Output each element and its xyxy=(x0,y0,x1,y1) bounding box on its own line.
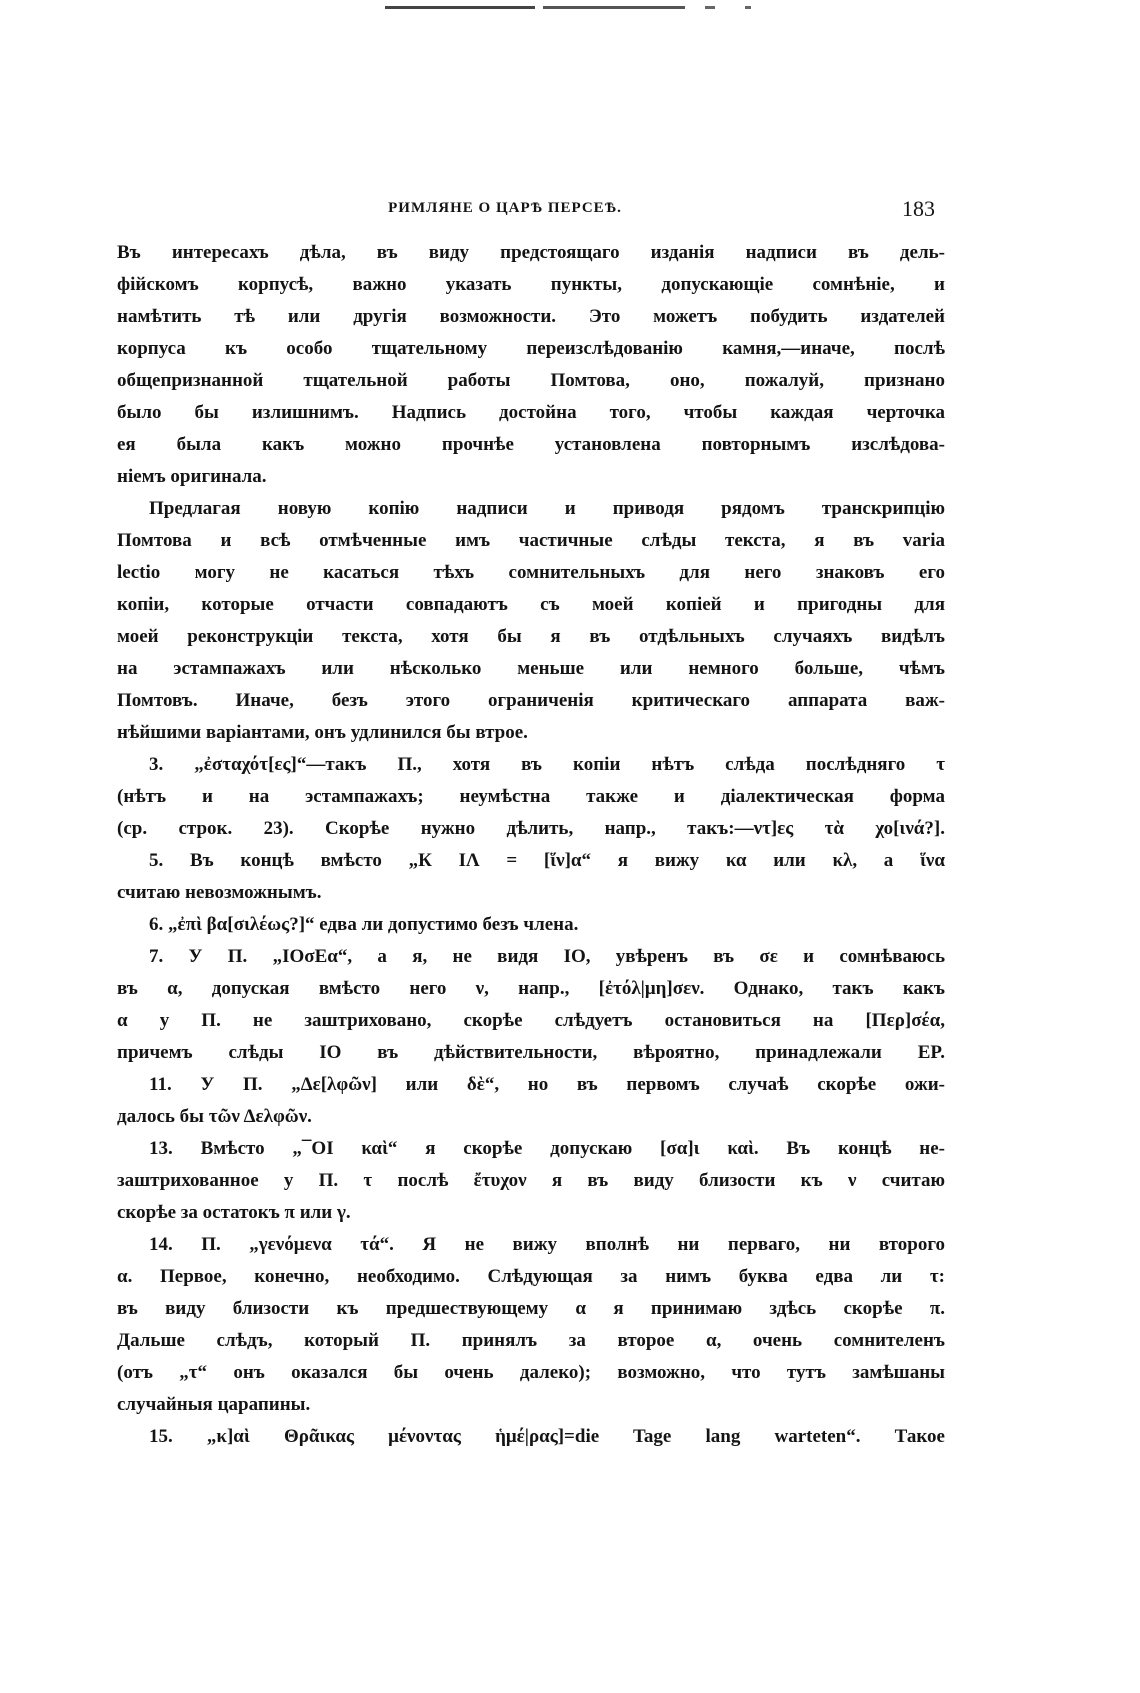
text-line: было бы излишнимъ. Надпись достойна того, чтобы каждая черточка xyxy=(117,402,945,423)
text-line: 14. П. „γενόμενα τά“. Я не вижу вполнѣ ни перваго, ни второго xyxy=(149,1234,945,1255)
text-line: ея была какъ можно прочнѣе установлена повторнымъ изслѣдова- xyxy=(117,434,945,455)
text-line: α. Первое, конечно, необходимо. Слѣдующая за нимъ буква едва ли τ: xyxy=(117,1266,945,1287)
text-line: 15. „κ]αὶ Θρᾶικας μένοντας ἡμέ|ρας]=die Tage lang warteten“. Такое xyxy=(149,1426,945,1447)
text-line: (нѣтъ и на эстампажахъ; неумѣстна также и діалектическая форма xyxy=(117,786,945,807)
text-line: (отъ „τ“ онъ оказался бы очень далеко); возможно, что тутъ замѣшаны xyxy=(117,1362,945,1383)
text-line: Помтовъ. Иначе, безъ этого ограниченія критическаго аппарата важ- xyxy=(117,690,945,711)
running-head: РИМЛЯНЕ О ЦАРѢ ПЕРСЕѢ. xyxy=(388,200,622,216)
text-line: скорѣе за остатокъ π или γ. xyxy=(117,1202,351,1223)
text-line: lectio могу не касаться тѣхъ сомнительныхъ для него знаковъ его xyxy=(117,562,945,583)
text-line: 11. У П. „Δε[λφῶν] или δὲ“, но въ первомъ случаѣ скорѣе ожи- xyxy=(149,1074,945,1095)
page-number: 183 xyxy=(902,196,935,221)
text-line: фійскомъ корпусѣ, важно указать пункты, допускающіе сомнѣніе, и xyxy=(117,274,945,295)
top-rule xyxy=(385,6,785,9)
text-line: 13. Вмѣсто „¯ΟΙ καὶ“ я скорѣе допускаю [σα]ι καὶ. Въ концѣ не- xyxy=(149,1138,945,1159)
text-line: 3. „ἐσταχότ[ες]“—такъ П., хотя въ копіи нѣтъ слѣда послѣдняго τ xyxy=(149,754,945,775)
text-line: 5. Въ концѣ вмѣсто „К ΙΛ = [ἵν]α“ я вижу κα или κλ, а ἵνα xyxy=(149,850,945,871)
text-line: ніемъ оригинала. xyxy=(117,466,267,487)
text-line: причемъ слѣды ΙΟ въ дѣйствительности, вѣроятно, принадлежали ΕΡ. xyxy=(117,1042,945,1063)
text-line: считаю невозможнымъ. xyxy=(117,882,322,903)
text-line: Помтова и всѣ отмѣченные имъ частичные слѣды текста, я въ varia xyxy=(117,530,945,551)
text-line: корпуса къ особо тщательному переизслѣдованію камня,—иначе, послѣ xyxy=(117,338,945,359)
text-line: на эстампажахъ или нѣсколько меньше или немного больше, чѣмъ xyxy=(117,658,945,679)
text-line: Предлагая новую копію надписи и приводя рядомъ транскрипцію xyxy=(149,498,945,519)
text-line: копіи, которые отчасти совпадаютъ съ моей копіей и пригодны для xyxy=(117,594,945,615)
text-line: моей реконструкціи текста, хотя бы я въ отдѣльныхъ случаяхъ видѣлъ xyxy=(117,626,945,647)
text-line: случайныя царапины. xyxy=(117,1394,311,1415)
body-text xyxy=(117,237,945,1453)
text-line: общепризнанной тщательной работы Помтова, оно, пожалуй, признано xyxy=(117,370,945,391)
text-line: заштрихованное у П. τ послѣ ἔτυχον я въ виду близости къ ν считаю xyxy=(117,1170,945,1191)
text-line: намѣтить тѣ или другія возможности. Это можетъ побудить издателей xyxy=(117,306,945,327)
text-line: 7. У П. „ΙΟσΕα“, а я, не видя ΙΟ, увѣренъ въ σε и сомнѣваюсь xyxy=(149,946,945,967)
text-line: нѣйшими варіантами, онъ удлинился бы втрое. xyxy=(117,722,528,743)
text-line: 6. „ἐπὶ βα[σιλέως?]“ едва ли допустимо безъ члена. xyxy=(149,914,579,935)
text-line: Дальше слѣдъ, который П. принялъ за второе α, очень сомнителенъ xyxy=(117,1330,945,1351)
text-line: Въ интересахъ дѣла, въ виду предстоящаго изданія надписи въ дель- xyxy=(117,242,945,263)
text-line: въ виду близости къ предшествующему α я принимаю здѣсь скорѣе π. xyxy=(117,1298,945,1319)
text-line: (ср. строк. 23). Скорѣе нужно дѣлить, напр., такъ:—ντ]ες τὰ χο[ινά?]. xyxy=(117,818,945,839)
text-line: далось бы τῶν Δελφῶν. xyxy=(117,1106,312,1127)
text-line: α у П. не заштриховано, скорѣе слѣдуетъ остановиться на [Περ]σέα, xyxy=(117,1010,945,1031)
page-header xyxy=(65,196,945,224)
text-line: въ α, допуская вмѣсто него ν, напр., [ἐτόλ|μη]σεν. Однако, такъ какъ xyxy=(117,978,945,999)
